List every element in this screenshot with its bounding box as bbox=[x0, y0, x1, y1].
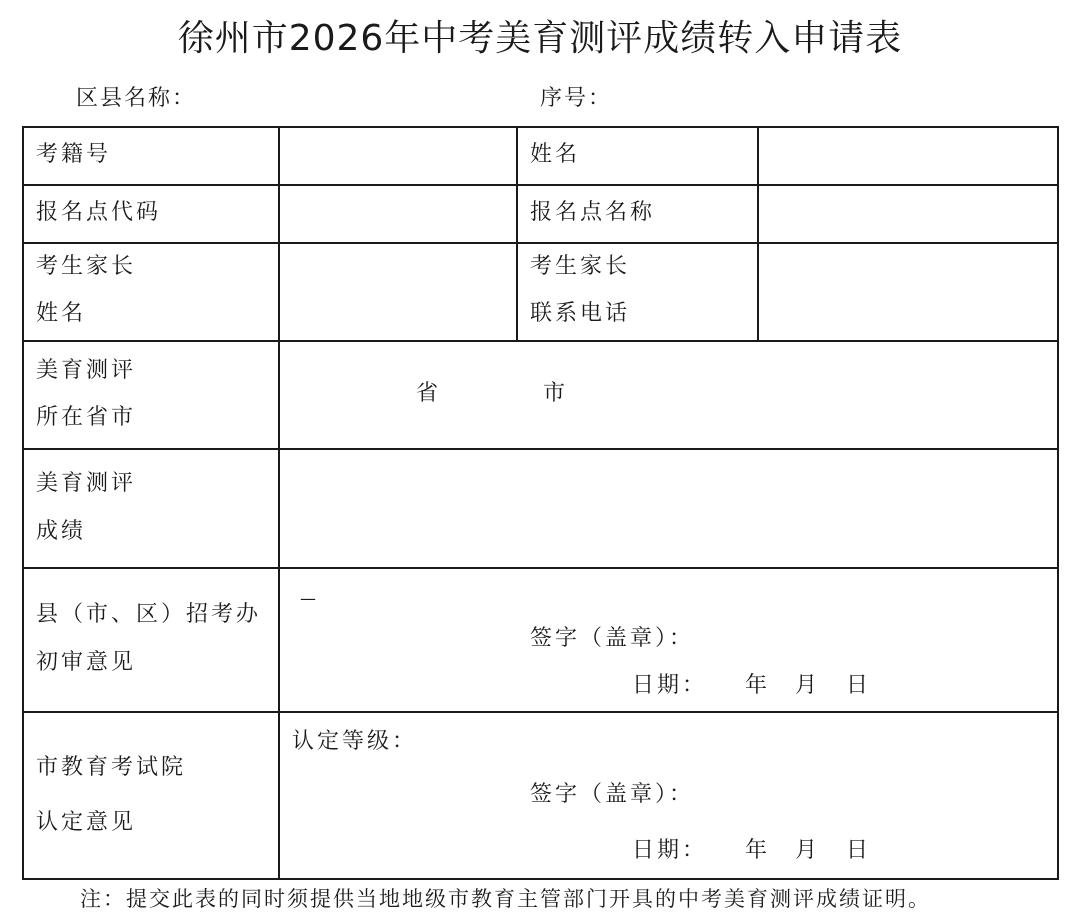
recognized-level-field[interactable] bbox=[420, 716, 1057, 766]
registration-site-name-label: 报名点名称 bbox=[530, 200, 656, 225]
student-name-field[interactable] bbox=[759, 128, 1057, 184]
county-date-day: 日 bbox=[846, 673, 872, 698]
column-divider bbox=[516, 126, 518, 342]
city-date-month: 月 bbox=[795, 838, 821, 863]
sequence-number-label: 序号： bbox=[540, 86, 613, 111]
city-exam-authority-label-line2: 认定意见 bbox=[36, 810, 137, 835]
row-divider bbox=[22, 340, 1059, 342]
table-border-left bbox=[22, 126, 24, 880]
city-exam-authority-label-line1: 市教育考试院 bbox=[36, 755, 187, 780]
footnote: 注：提交此表的同时须提供当地地级市教育主管部门开具的中考美育测评成绩证明。 bbox=[80, 887, 931, 911]
assessment-location-label-line1: 美育测评 bbox=[36, 358, 137, 383]
table-border-bottom bbox=[22, 878, 1059, 880]
city-suffix: 市 bbox=[543, 381, 569, 406]
county-date-year: 年 bbox=[745, 673, 771, 698]
city-date-day: 日 bbox=[846, 838, 872, 863]
assessment-score-field[interactable] bbox=[280, 450, 1057, 567]
parent-name-label-line2: 姓名 bbox=[36, 301, 87, 326]
city-signature-label: 签字（盖章）： bbox=[530, 782, 695, 807]
city-date-label: 日期： bbox=[632, 838, 708, 863]
registration-site-code-field[interactable] bbox=[280, 186, 516, 242]
parent-name-field[interactable] bbox=[280, 244, 516, 340]
parent-phone-field[interactable] bbox=[759, 244, 1057, 340]
province-field[interactable] bbox=[282, 350, 412, 440]
assessment-score-label-line1: 美育测评 bbox=[36, 471, 137, 496]
parent-phone-label-line2: 联系电话 bbox=[530, 301, 631, 326]
row-divider bbox=[22, 711, 1059, 713]
form-title: 徐州市2026年中考美育测评成绩转入申请表 bbox=[177, 18, 903, 59]
recognized-level-label: 认定等级： bbox=[292, 729, 418, 754]
student-name-label: 姓名 bbox=[530, 142, 581, 167]
exam-number-label: 考籍号 bbox=[36, 142, 112, 167]
parent-name-label-line1: 考生家长 bbox=[36, 254, 137, 279]
province-suffix: 省 bbox=[416, 381, 442, 406]
city-field[interactable] bbox=[446, 350, 536, 440]
county-signature-label: 签字（盖章）： bbox=[530, 626, 695, 651]
parent-phone-label-line1: 考生家长 bbox=[530, 254, 631, 279]
registration-site-name-field[interactable] bbox=[759, 186, 1057, 242]
county-date-month: 月 bbox=[795, 673, 821, 698]
county-date-label: 日期： bbox=[632, 673, 708, 698]
table-border-right bbox=[1057, 126, 1059, 880]
exam-number-field[interactable] bbox=[280, 128, 516, 184]
county-review-dash: — bbox=[300, 589, 316, 608]
county-review-opinion-field[interactable] bbox=[280, 569, 1057, 629]
county-review-label-line1: 县（市、区）招考办 bbox=[36, 602, 262, 627]
city-date-year: 年 bbox=[745, 838, 771, 863]
registration-site-code-label: 报名点代码 bbox=[36, 200, 162, 225]
district-name-label: 区县名称： bbox=[76, 86, 197, 111]
county-review-label-line2: 初审意见 bbox=[36, 650, 137, 675]
assessment-location-label-line2: 所在省市 bbox=[36, 405, 137, 430]
assessment-score-label-line2: 成绩 bbox=[36, 519, 87, 544]
